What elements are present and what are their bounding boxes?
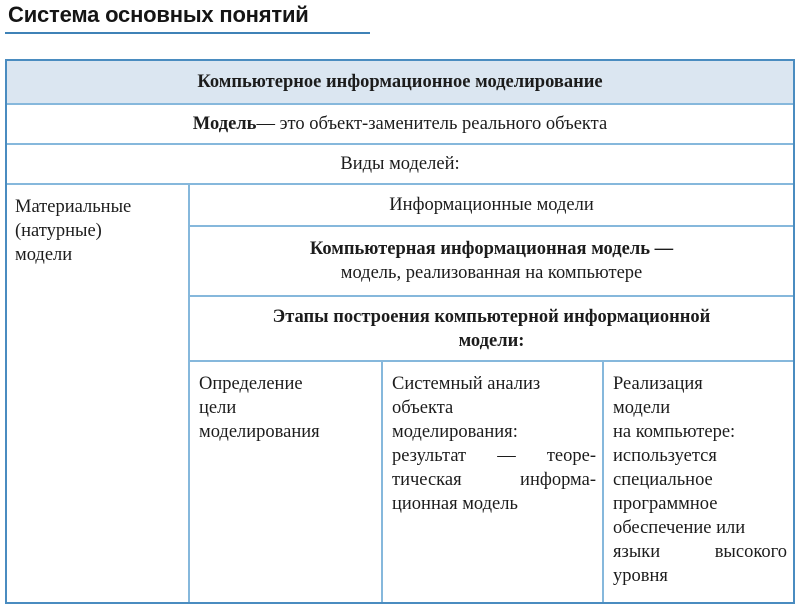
stage-goal-line: Определение <box>199 374 303 394</box>
stage-implementation-line: на компьютере: <box>613 422 736 442</box>
stage-analysis-line: объекта <box>392 398 454 418</box>
stage-implementation-line: обеспечение или <box>613 518 746 538</box>
stages-title-line: Этапы построения компьютерной информационной <box>272 306 711 327</box>
material-models-cell <box>7 185 190 602</box>
page-heading: Система основных понятий <box>8 2 309 27</box>
material-models-line: (натурные) <box>15 221 102 241</box>
stage-implementation-line: используется <box>613 446 717 466</box>
computer-model-row <box>190 227 793 297</box>
material-models-line: модели <box>15 245 73 265</box>
stages-title-line: модели: <box>458 330 525 351</box>
stage-implementation-line: специальное <box>613 470 713 490</box>
computer-model-definition: модель, реализованная на компьютере <box>340 263 643 283</box>
stage-goal-cell <box>190 362 383 602</box>
stage-implementation-line: языки высокого <box>613 542 787 562</box>
computer-model-term: Компьютерная информационная модель — <box>309 239 674 259</box>
material-models-line: Материальные <box>15 197 132 217</box>
stage-analysis-line: ционная модель <box>392 494 518 514</box>
stage-implementation-cell <box>604 362 793 602</box>
model-definition-text: — это объект-заменитель реального объекта <box>256 114 608 134</box>
info-models-row: Информационные модели <box>190 185 793 227</box>
stages-title-row <box>190 297 793 362</box>
stage-analysis-line: Системный анализ <box>392 374 541 394</box>
stage-implementation-line: уровня <box>613 566 668 586</box>
stage-analysis-line: тическая информа- <box>392 470 596 490</box>
heading-underline <box>5 32 370 34</box>
model-definition-row <box>7 105 793 145</box>
table-header: Компьютерное информационное моделирование <box>7 61 793 105</box>
stage-implementation-line: Реализация <box>613 374 703 394</box>
model-term: Модель <box>192 114 257 134</box>
stage-goal-line: цели <box>199 398 237 418</box>
concepts-table <box>5 59 795 604</box>
stage-analysis-line: моделирования: <box>392 422 518 442</box>
model-types-row: Виды моделей: <box>7 145 793 185</box>
stage-implementation-line: программное <box>613 494 718 514</box>
stage-analysis-line: результат — теоре- <box>392 446 596 466</box>
stage-implementation-line: модели <box>613 398 671 418</box>
stage-goal-line: моделирования <box>199 422 320 442</box>
stage-analysis-cell <box>383 362 604 602</box>
